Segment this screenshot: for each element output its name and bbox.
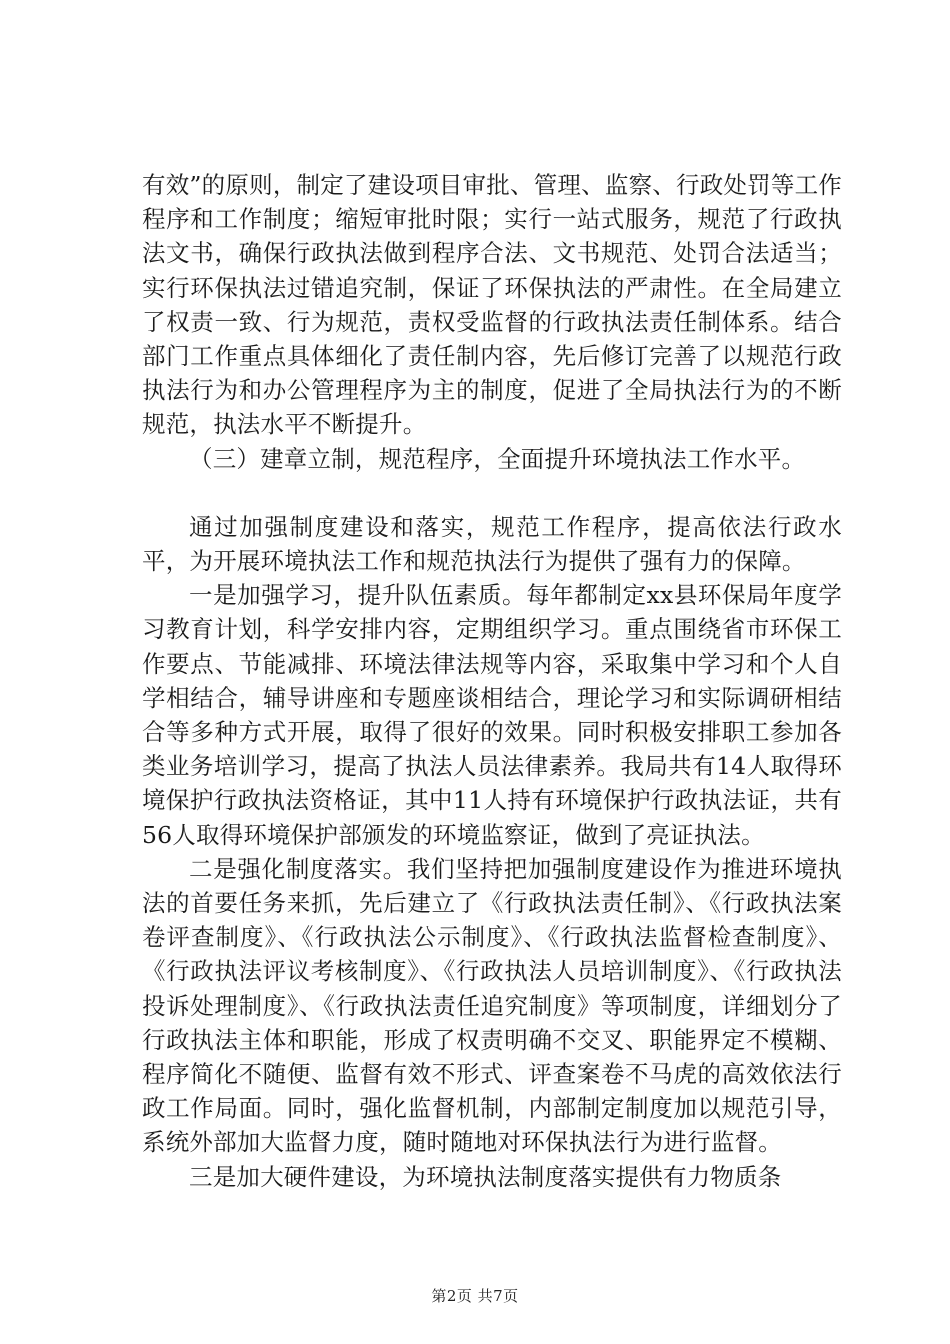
paragraph-study: 一是加强学习，提升队伍素质。每年都制定xx县环保局年度学习教育计划，科学安排内容，定期组织学习。重点围绕省市环保工作要点、节能减排、环境法律法规等内容，采取集中学习和个人自学相结合，辅导讲座和专题座谈相结合，理论学习和实际调研相结合等多种方式开展，取得了很好的效果。同时积极安排职工参加各类业务培训学习，提高了执法人员法律素养。我局共有14人取得环境保护行政执法资格证，其中11人持有环境保护行政执法证，共有56人取得环境保护部颁发的环境监察证，做到了亮证执法。 <box>142 581 842 849</box>
paragraph-continuation: 有效”的原则，制定了建设项目审批、管理、监察、行政处罚等工作程序和工作制度；缩短审批时限；实行一站式服务，规范了行政执法文书，确保行政执法做到程序合法、文书规范、处罚合法适当；实行环保执法过错追究制，保证了环保执法的严肃性。在全局建立了权责一致、行为规范，责权受监督的行政执法责任制体系。结合部门工作重点具体细化了责任制内容，先后修订完善了以规范行政执法行为和办公管理程序为主的制度，促进了全局执法行为的不断规范，执法水平不断提升。 <box>142 171 842 439</box>
document-body <box>142 168 842 1194</box>
paragraph-intro: 通过加强制度建设和落实，规范工作程序，提高依法行政水平，为开展环境执法工作和规范执法行为提供了强有力的保障。 <box>142 512 842 576</box>
blank-line <box>142 476 842 510</box>
paragraph-hardware: 三是加大硬件建设，为环境执法制度落实提供有力物质条 <box>189 1162 782 1191</box>
paragraph-system: 二是强化制度落实。我们坚持把加强制度建设作为推进环境执法的首要任务来抓，先后建立了《行政执法责任制》、《行政执法案卷评查制度》、《行政执法公示制度》、《行政执法监督检查制度》、《行政执法评议考核制度》、《行政执法人员培训制度》、《行政执法投诉处理制度》、《行政执法责任追究制度》等项制度，详细划分了行政执法主体和职能，形成了权责明确不交叉、职能界定不模糊、程序简化不随便、监督有效不形式、评查案卷不马虎的高效依法行政工作局面。同时，强化监督机制，内部制定制度加以规范引导，系统外部加大监督力度，随时随地对环保执法行为进行监督。 <box>142 854 842 1157</box>
page-footer: 第2页 共7页 <box>431 1287 519 1305</box>
section-heading: （三）建章立制，规范程序，全面提升环境执法工作水平。 <box>189 444 806 473</box>
